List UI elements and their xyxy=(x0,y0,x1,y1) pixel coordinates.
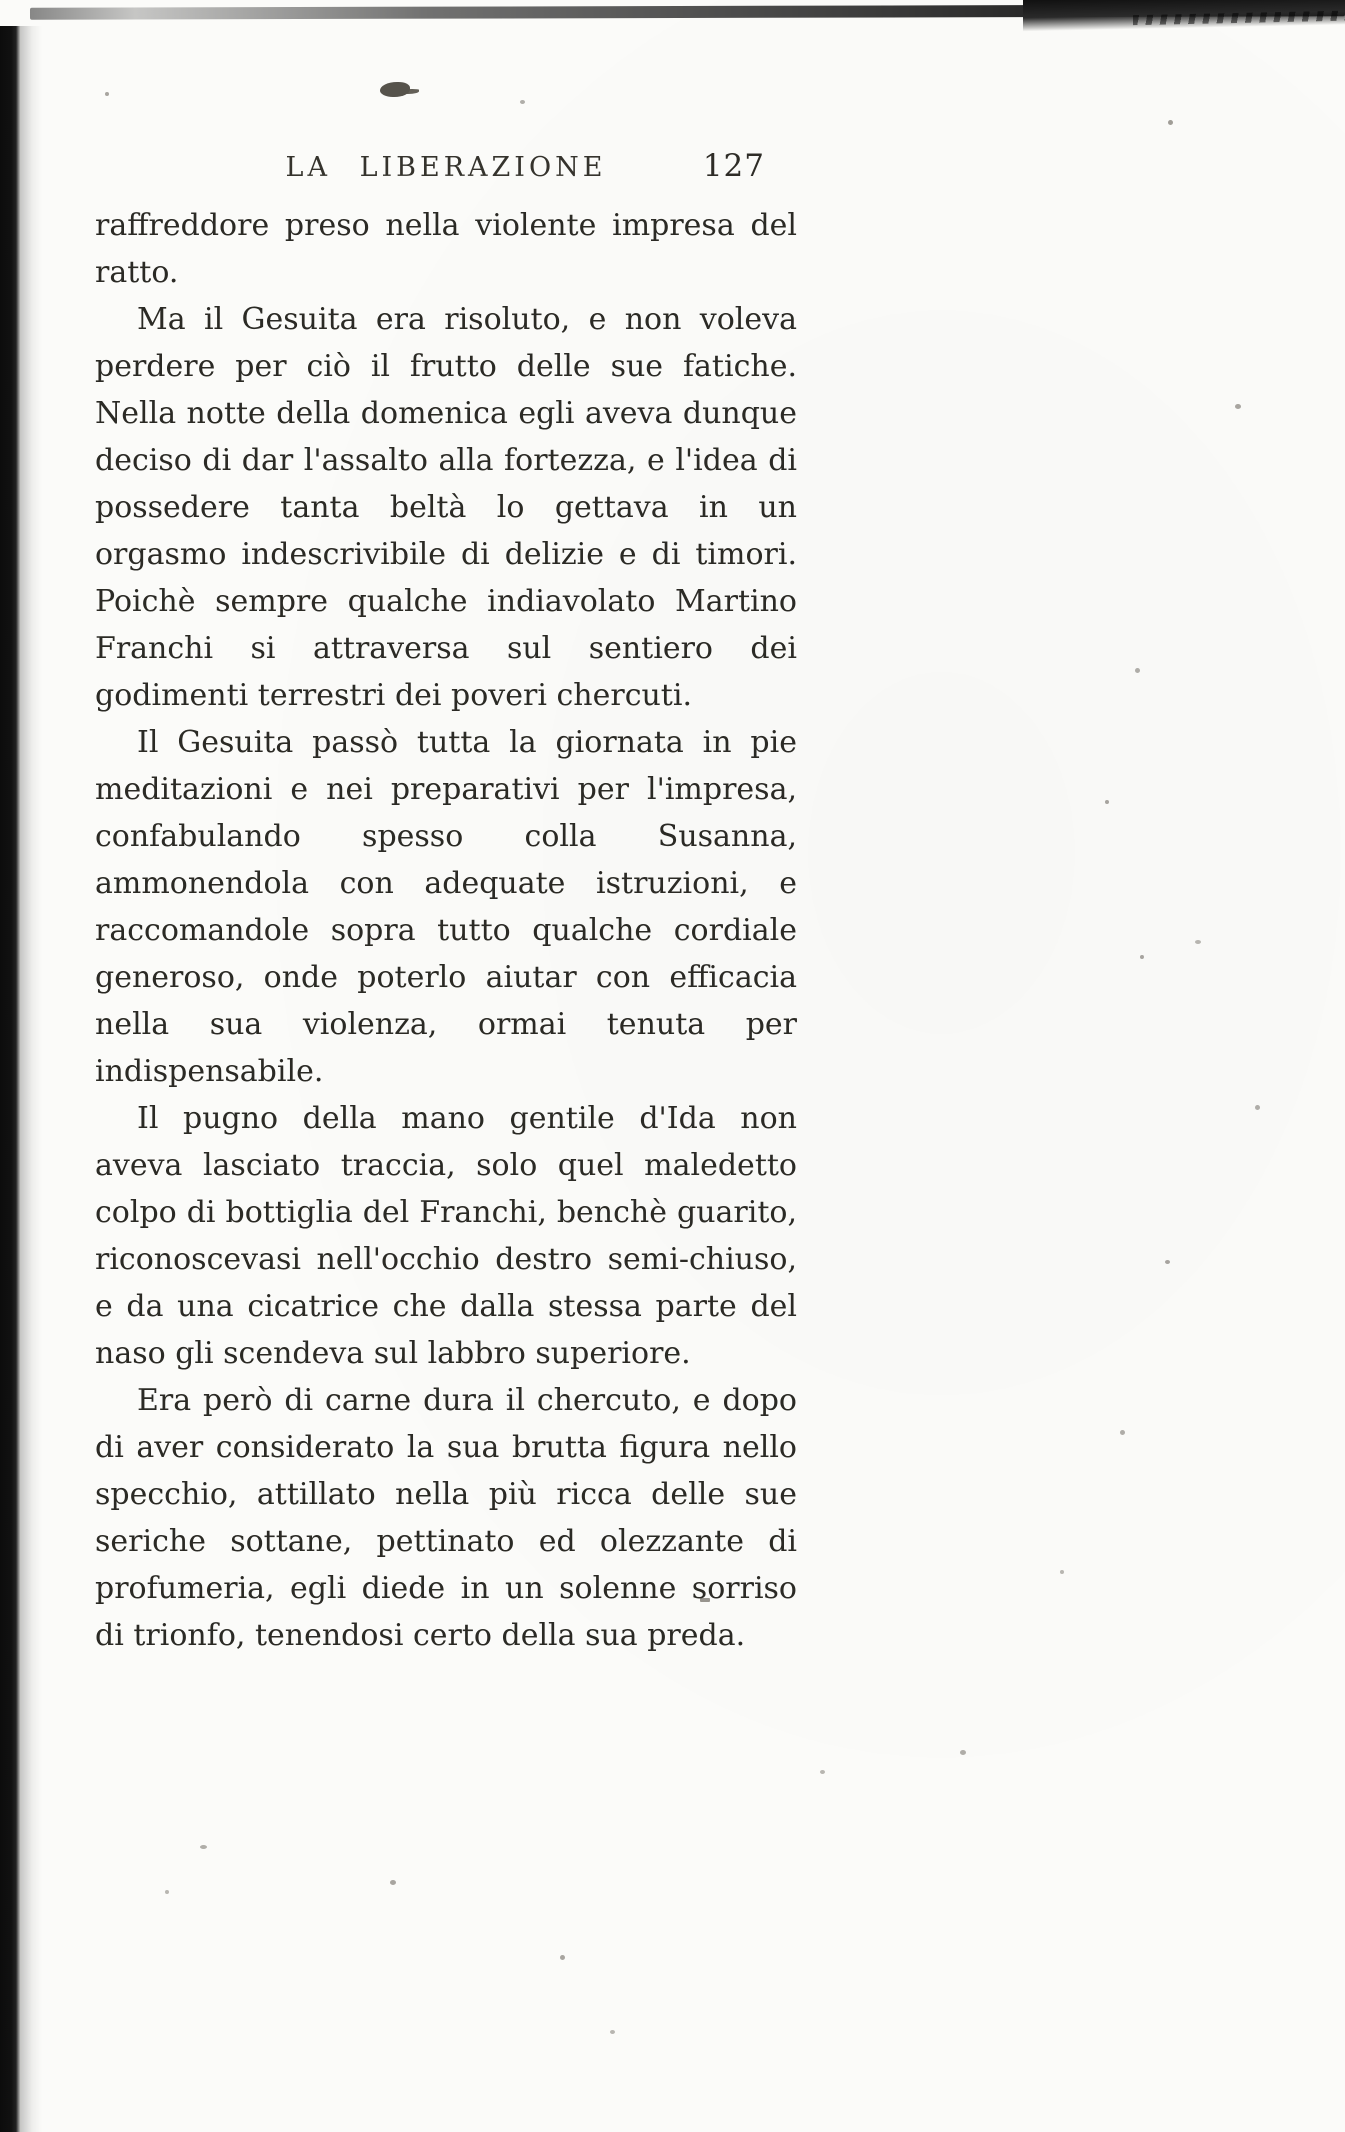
scan-speck xyxy=(105,92,109,96)
scan-speck xyxy=(1135,668,1140,673)
body-paragraph: Il Gesuita passò tutta la giornata in pie meditazioni e nei preparativi per l'impresa, confabulando spesso colla Susanna, ammonendola con adequate istruzioni, e raccomandole sopra tutto qualche cordiale generoso, onde poterlo aiutar con efficacia nella sua violenza, ormai tenuta per indispensabile. xyxy=(95,725,797,1089)
book-spine-shadow xyxy=(0,26,20,2132)
scan-speck xyxy=(1255,1105,1260,1110)
scan-edge-top-right xyxy=(1023,0,1345,31)
scan-speck xyxy=(960,1750,966,1755)
scan-speck xyxy=(200,1845,207,1849)
running-header xyxy=(95,146,797,198)
scan-speck xyxy=(390,1880,396,1885)
book-page xyxy=(95,146,797,1659)
book-spine-shadow-soft xyxy=(20,26,42,2132)
body-paragraph: raffreddore preso nella violente impresa del ratto. xyxy=(95,208,797,290)
scan-speck xyxy=(610,2030,615,2034)
body-paragraph: Era però di carne dura il chercuto, e dopo di aver considerato la sua brutta figura nello specchio, attillato nella più ricca delle sue seriche sottane, pettinato ed olezzante di profumeria, egli diede in un solenne sorriso di trionfo, tenendosi certo della sua preda. xyxy=(95,1383,797,1653)
body-paragraph: Il pugno della mano gentile d'Ida non aveva lasciato traccia, solo quel maledetto colpo di bottiglia del Franchi, benchè guarito, riconoscevasi nell'occhio destro semi-chiuso, e da una cicatrice che dalla stessa parte del naso gli scendeva sul labbro superiore. xyxy=(95,1101,797,1371)
page-number: 127 xyxy=(702,148,765,184)
scan-speck xyxy=(165,1890,169,1894)
scan-speck xyxy=(1235,404,1241,409)
scan-speck xyxy=(560,1955,565,1960)
scan-speck xyxy=(1140,955,1144,959)
scan-speck xyxy=(1060,1570,1064,1574)
scan-speck xyxy=(1195,940,1201,944)
ink-smudge xyxy=(380,82,410,97)
scan-speck xyxy=(520,100,525,104)
body-paragraph: Ma il Gesuita era risoluto, e non voleva perdere per ciò il frutto delle sue fatiche. Nella notte della domenica egli aveva dunque deciso di dar l'assalto alla fortezza, e l'idea di possedere tanta beltà lo gettava in un orgasmo indescrivibile di delizie e di timori. Poichè sempre qualche indiavolato Martino Franchi si attraversa sul sentiero dei godimenti terrestri dei poveri chercuti. xyxy=(95,302,797,713)
scan-speck xyxy=(1120,1430,1125,1435)
scan-speck xyxy=(1105,800,1109,804)
running-header-title: LA LIBERAZIONE xyxy=(285,152,607,183)
scan-speck xyxy=(1165,1260,1170,1264)
scan-speck xyxy=(1168,120,1173,125)
scan-speck xyxy=(820,1770,825,1774)
